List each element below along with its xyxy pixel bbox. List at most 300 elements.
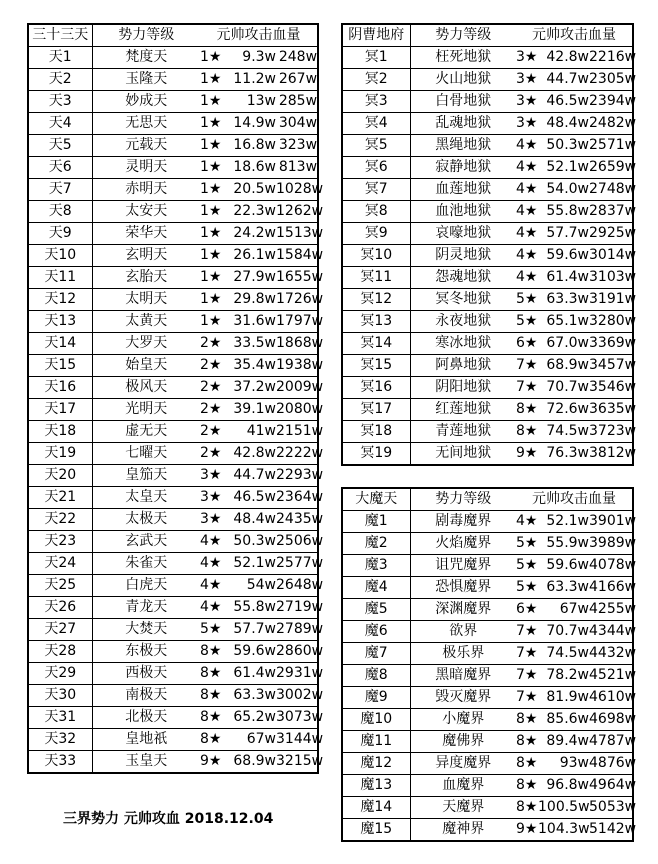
attack-cell: 20.5w <box>224 179 276 201</box>
hp-cell: 2305w <box>589 69 633 91</box>
tier-id-cell: 冥19 <box>342 443 410 466</box>
hp-cell: 304w <box>276 113 318 135</box>
realm-name-cell: 大罗天 <box>92 333 200 355</box>
star-level-cell: 4★ <box>516 157 538 179</box>
heaven-table <box>27 23 324 774</box>
attack-cell: 55.9w <box>538 533 589 555</box>
table-row <box>28 443 318 465</box>
tier-id-cell: 天12 <box>28 289 92 311</box>
hp-cell: 2009w <box>276 377 318 399</box>
star-level-cell: 4★ <box>516 267 538 289</box>
attack-cell: 52.1w <box>538 157 589 179</box>
star-level-cell: 8★ <box>516 709 538 731</box>
tier-id-cell: 天6 <box>28 157 92 179</box>
star-level-cell: 3★ <box>516 47 538 69</box>
tier-id-cell: 魔6 <box>342 621 410 643</box>
table-row <box>28 69 318 91</box>
realm-name-cell: 大焚天 <box>92 619 200 641</box>
attack-cell: 46.5w <box>224 487 276 509</box>
attack-cell: 76.3w <box>538 443 589 466</box>
table-row <box>28 531 318 553</box>
realm-name-cell: 血莲地狱 <box>410 179 516 201</box>
hp-cell: 5053w <box>589 797 633 819</box>
star-level-cell: 8★ <box>200 663 224 685</box>
table-row <box>342 311 633 333</box>
table-row <box>28 553 318 575</box>
tier-id-cell: 冥13 <box>342 311 410 333</box>
hp-cell: 3723w <box>589 421 633 443</box>
hp-cell: 3457w <box>589 355 633 377</box>
realm-name-cell: 南极天 <box>92 685 200 707</box>
table-row <box>28 465 318 487</box>
hp-cell: 267w <box>276 69 318 91</box>
sheet-caption: 三界势力 元帅攻血 2018.12.04 <box>63 811 274 827</box>
attack-cell: 59.6w <box>538 555 589 577</box>
table-row <box>342 599 633 621</box>
attack-cell: 63.3w <box>538 289 589 311</box>
underworld-table <box>341 23 637 466</box>
realm-name-cell: 白虎天 <box>92 575 200 597</box>
attack-cell: 54w <box>224 575 276 597</box>
hp-cell: 4787w <box>589 731 633 753</box>
tier-id-cell: 冥12 <box>342 289 410 311</box>
hp-cell: 2364w <box>276 487 318 509</box>
tier-id-cell: 冥14 <box>342 333 410 355</box>
hp-cell: 1262w <box>276 201 318 223</box>
tier-id-cell: 天23 <box>28 531 92 553</box>
star-level-cell: 4★ <box>516 511 538 533</box>
hp-cell: 3812w <box>589 443 633 466</box>
column-header-realm-level: 势力等级 <box>435 27 492 43</box>
realm-name-cell: 极乐界 <box>410 643 516 665</box>
realm-name-cell: 永夜地狱 <box>410 311 516 333</box>
tier-id-cell: 天2 <box>28 69 92 91</box>
star-level-cell: 8★ <box>516 731 538 753</box>
hp-cell: 1028w <box>276 179 318 201</box>
star-level-cell: 5★ <box>516 311 538 333</box>
attack-cell: 55.8w <box>538 201 589 223</box>
tier-id-cell: 天29 <box>28 663 92 685</box>
attack-cell: 63.3w <box>538 577 589 599</box>
hp-cell: 2748w <box>589 179 633 201</box>
star-level-cell: 2★ <box>200 399 224 421</box>
realm-name-cell: 黑绳地狱 <box>410 135 516 157</box>
realm-name-cell: 阿鼻地狱 <box>410 355 516 377</box>
hp-cell: 4166w <box>589 577 633 599</box>
table-row <box>342 709 633 731</box>
hp-cell: 1797w <box>276 311 318 333</box>
star-level-cell: 4★ <box>200 531 224 553</box>
realm-name-cell: 剧毒魔界 <box>410 511 516 533</box>
table-row <box>342 511 633 533</box>
table-row <box>342 91 633 113</box>
tier-id-cell: 冥5 <box>342 135 410 157</box>
table-row <box>28 575 318 597</box>
table-row <box>28 421 318 443</box>
table-row <box>342 819 633 842</box>
attack-cell: 50.3w <box>538 135 589 157</box>
hp-cell: 5142w <box>589 819 633 842</box>
star-level-cell: 1★ <box>200 245 224 267</box>
realm-name-cell: 太黄天 <box>92 311 200 333</box>
hp-cell: 3369w <box>589 333 633 355</box>
hp-cell: 2216w <box>589 47 633 69</box>
table-row <box>28 355 318 377</box>
realm-name-cell: 乱魂地狱 <box>410 113 516 135</box>
tier-id-cell: 天10 <box>28 245 92 267</box>
realm-name-cell: 火山地狱 <box>410 69 516 91</box>
star-level-cell: 5★ <box>200 619 224 641</box>
star-level-cell: 2★ <box>200 421 224 443</box>
attack-cell: 39.1w <box>224 399 276 421</box>
column-header-marshal-stats: 元帅攻击血量 <box>532 27 616 43</box>
attack-cell: 9.3w <box>224 47 276 69</box>
star-level-cell: 8★ <box>200 641 224 663</box>
attack-cell: 35.4w <box>224 355 276 377</box>
header-row <box>342 488 633 511</box>
attack-cell: 61.4w <box>538 267 589 289</box>
realm-name-cell: 恐惧魔界 <box>410 577 516 599</box>
table-row <box>342 113 633 135</box>
attack-cell: 96.8w <box>538 775 589 797</box>
attack-cell: 81.9w <box>538 687 589 709</box>
hp-cell: 2293w <box>276 465 318 487</box>
attack-cell: 89.4w <box>538 731 589 753</box>
header-row <box>28 24 318 47</box>
hp-cell: 1868w <box>276 333 318 355</box>
tier-id-cell: 天14 <box>28 333 92 355</box>
table-row <box>342 399 633 421</box>
tier-id-cell: 魔1 <box>342 511 410 533</box>
hp-cell: 323w <box>276 135 318 157</box>
tier-id-cell: 魔11 <box>342 731 410 753</box>
realm-name-cell: 妙成天 <box>92 91 200 113</box>
table-row <box>28 201 318 223</box>
star-level-cell: 4★ <box>516 201 538 223</box>
star-level-cell: 4★ <box>516 179 538 201</box>
table-row <box>28 729 318 751</box>
realm-name-cell: 无间地狱 <box>410 443 516 466</box>
tier-id-cell: 魔8 <box>342 665 410 687</box>
attack-cell: 67w <box>538 599 589 621</box>
tier-id-cell: 天26 <box>28 597 92 619</box>
star-level-cell: 1★ <box>200 157 224 179</box>
attack-cell: 55.8w <box>224 597 276 619</box>
hp-cell: 4876w <box>589 753 633 775</box>
table-title: 阴曹地府 <box>342 24 410 47</box>
attack-cell: 16.8w <box>224 135 276 157</box>
star-level-cell: 9★ <box>200 751 224 774</box>
realm-name-cell: 太极天 <box>92 509 200 531</box>
hp-cell: 2571w <box>589 135 633 157</box>
attack-cell: 59.6w <box>538 245 589 267</box>
realm-name-cell: 灵明天 <box>92 157 200 179</box>
table-row <box>28 113 318 135</box>
tier-id-cell: 天13 <box>28 311 92 333</box>
star-level-cell: 6★ <box>516 333 538 355</box>
tier-id-cell: 魔12 <box>342 753 410 775</box>
table-row <box>28 641 318 663</box>
table-row <box>342 333 633 355</box>
header-row <box>342 24 633 47</box>
attack-cell: 27.9w <box>224 267 276 289</box>
star-level-cell: 5★ <box>516 555 538 577</box>
star-level-cell: 1★ <box>200 135 224 157</box>
tier-id-cell: 冥18 <box>342 421 410 443</box>
table-row <box>28 289 318 311</box>
realm-name-cell: 元载天 <box>92 135 200 157</box>
realm-name-cell: 玉皇天 <box>92 751 200 774</box>
attack-cell: 67.0w <box>538 333 589 355</box>
table-row <box>28 157 318 179</box>
hp-cell: 2394w <box>589 91 633 113</box>
realm-name-cell: 怨魂地狱 <box>410 267 516 289</box>
column-header-marshal-stats: 元帅攻击血量 <box>532 491 616 507</box>
star-level-cell: 7★ <box>516 355 538 377</box>
table-row <box>342 179 633 201</box>
realm-name-cell: 无思天 <box>92 113 200 135</box>
attack-cell: 72.6w <box>538 399 589 421</box>
hp-cell: 3073w <box>276 707 318 729</box>
tier-id-cell: 天4 <box>28 113 92 135</box>
realm-name-cell: 虚无天 <box>92 421 200 443</box>
star-level-cell: 1★ <box>200 223 224 245</box>
star-level-cell: 4★ <box>200 575 224 597</box>
attack-cell: 11.2w <box>224 69 276 91</box>
attack-cell: 74.5w <box>538 421 589 443</box>
table-row <box>28 619 318 641</box>
table-row <box>342 355 633 377</box>
tier-id-cell: 冥6 <box>342 157 410 179</box>
realm-name-cell: 白骨地狱 <box>410 91 516 113</box>
hp-cell: 3002w <box>276 685 318 707</box>
column-header-realm-level: 势力等级 <box>435 491 492 507</box>
tier-id-cell: 天19 <box>28 443 92 465</box>
table-row <box>342 731 633 753</box>
realm-name-cell: 寂静地狱 <box>410 157 516 179</box>
hp-cell: 3989w <box>589 533 633 555</box>
table-row <box>28 245 318 267</box>
tier-id-cell: 天16 <box>28 377 92 399</box>
tier-id-cell: 天17 <box>28 399 92 421</box>
attack-cell: 67w <box>224 729 276 751</box>
table-row <box>342 533 633 555</box>
table-row <box>28 509 318 531</box>
table-row <box>342 201 633 223</box>
realm-name-cell: 光明天 <box>92 399 200 421</box>
table-row <box>28 377 318 399</box>
hp-cell: 3215w <box>276 751 318 774</box>
tier-id-cell: 魔7 <box>342 643 410 665</box>
star-level-cell: 1★ <box>200 91 224 113</box>
tier-id-cell: 天27 <box>28 619 92 641</box>
table-row <box>342 289 633 311</box>
attack-cell: 100.5w <box>538 797 589 819</box>
realm-name-cell: 寒冰地狱 <box>410 333 516 355</box>
hp-cell: 2151w <box>276 421 318 443</box>
table-row <box>342 47 633 69</box>
table-row <box>342 775 633 797</box>
star-level-cell: 2★ <box>200 355 224 377</box>
table-row <box>342 267 633 289</box>
hp-cell: 4344w <box>589 621 633 643</box>
star-level-cell: 4★ <box>200 553 224 575</box>
realm-name-cell: 欲界 <box>410 621 516 643</box>
attack-cell: 63.3w <box>224 685 276 707</box>
attack-cell: 61.4w <box>224 663 276 685</box>
table-row <box>342 621 633 643</box>
realm-name-cell: 青龙天 <box>92 597 200 619</box>
table-row <box>28 685 318 707</box>
tier-id-cell: 天9 <box>28 223 92 245</box>
hp-cell: 3103w <box>589 267 633 289</box>
table-row <box>28 487 318 509</box>
hp-cell: 1655w <box>276 267 318 289</box>
tier-id-cell: 魔4 <box>342 577 410 599</box>
tier-id-cell: 冥15 <box>342 355 410 377</box>
star-level-cell: 1★ <box>200 113 224 135</box>
attack-cell: 74.5w <box>538 643 589 665</box>
realm-name-cell: 七曜天 <box>92 443 200 465</box>
attack-cell: 48.4w <box>224 509 276 531</box>
attack-cell: 57.7w <box>224 619 276 641</box>
attack-cell: 42.8w <box>538 47 589 69</box>
realm-name-cell: 荣华天 <box>92 223 200 245</box>
hp-cell: 248w <box>276 47 318 69</box>
table-row <box>342 421 633 443</box>
table-row <box>342 69 633 91</box>
realm-name-cell: 太明天 <box>92 289 200 311</box>
star-level-cell: 4★ <box>516 245 538 267</box>
realm-name-cell: 太皇天 <box>92 487 200 509</box>
table-row <box>342 643 633 665</box>
tier-id-cell: 天18 <box>28 421 92 443</box>
attack-cell: 14.9w <box>224 113 276 135</box>
tier-id-cell: 魔9 <box>342 687 410 709</box>
table-row <box>28 399 318 421</box>
star-level-cell: 1★ <box>200 47 224 69</box>
table-row <box>28 223 318 245</box>
hp-cell: 3280w <box>589 311 633 333</box>
attack-cell: 48.4w <box>538 113 589 135</box>
tier-id-cell: 天11 <box>28 267 92 289</box>
hp-cell: 2435w <box>276 509 318 531</box>
realm-name-cell: 天魔界 <box>410 797 516 819</box>
tier-id-cell: 冥1 <box>342 47 410 69</box>
hp-cell: 2789w <box>276 619 318 641</box>
realm-name-cell: 皇笳天 <box>92 465 200 487</box>
table-row <box>342 665 633 687</box>
realm-name-cell: 阴灵地狱 <box>410 245 516 267</box>
attack-cell: 59.6w <box>224 641 276 663</box>
table-title: 三十三天 <box>28 24 92 47</box>
hp-cell: 1513w <box>276 223 318 245</box>
table-row <box>28 707 318 729</box>
realm-name-cell: 皇地祇 <box>92 729 200 751</box>
tier-id-cell: 天24 <box>28 553 92 575</box>
hp-cell: 3014w <box>589 245 633 267</box>
tier-id-cell: 冥11 <box>342 267 410 289</box>
tier-id-cell: 冥7 <box>342 179 410 201</box>
hp-cell: 4432w <box>589 643 633 665</box>
star-level-cell: 2★ <box>200 333 224 355</box>
attack-cell: 31.6w <box>224 311 276 333</box>
tier-id-cell: 魔3 <box>342 555 410 577</box>
attack-cell: 24.2w <box>224 223 276 245</box>
hp-cell: 4255w <box>589 599 633 621</box>
column-header-marshal-stats: 元帅攻击血量 <box>216 27 301 43</box>
hp-cell: 3144w <box>276 729 318 751</box>
realm-name-cell: 西极天 <box>92 663 200 685</box>
hp-cell: 2860w <box>276 641 318 663</box>
attack-cell: 93w <box>538 753 589 775</box>
tier-id-cell: 天21 <box>28 487 92 509</box>
realm-name-cell: 梵度天 <box>92 47 200 69</box>
realm-name-cell: 诅咒魔界 <box>410 555 516 577</box>
star-level-cell: 3★ <box>200 509 224 531</box>
attack-cell: 29.8w <box>224 289 276 311</box>
star-level-cell: 8★ <box>516 399 538 421</box>
hp-cell: 2482w <box>589 113 633 135</box>
star-level-cell: 3★ <box>516 69 538 91</box>
hp-cell: 3191w <box>589 289 633 311</box>
hp-cell: 3635w <box>589 399 633 421</box>
star-level-cell: 1★ <box>200 69 224 91</box>
star-level-cell: 8★ <box>516 421 538 443</box>
star-level-cell: 1★ <box>200 267 224 289</box>
attack-cell: 37.2w <box>224 377 276 399</box>
hp-cell: 2837w <box>589 201 633 223</box>
star-level-cell: 6★ <box>516 599 538 621</box>
star-level-cell: 7★ <box>516 377 538 399</box>
realm-name-cell: 火焰魔界 <box>410 533 516 555</box>
hp-cell: 1726w <box>276 289 318 311</box>
table-row <box>342 223 633 245</box>
table-title: 大魔天 <box>342 488 410 511</box>
table-row <box>342 687 633 709</box>
tier-id-cell: 天1 <box>28 47 92 69</box>
star-level-cell: 8★ <box>516 775 538 797</box>
realm-name-cell: 毁灭魔界 <box>410 687 516 709</box>
hp-cell: 4610w <box>589 687 633 709</box>
tier-id-cell: 冥9 <box>342 223 410 245</box>
table-row <box>342 753 633 775</box>
table-row <box>28 47 318 69</box>
attack-cell: 33.5w <box>224 333 276 355</box>
hp-cell: 4698w <box>589 709 633 731</box>
hp-cell: 2222w <box>276 443 318 465</box>
table-row <box>28 91 318 113</box>
star-level-cell: 1★ <box>200 289 224 311</box>
hp-cell: 4078w <box>589 555 633 577</box>
hp-cell: 2506w <box>276 531 318 553</box>
hp-cell: 2648w <box>276 575 318 597</box>
realm-name-cell: 极风天 <box>92 377 200 399</box>
hp-cell: 813w <box>276 157 318 179</box>
tier-id-cell: 冥8 <box>342 201 410 223</box>
hp-cell: 2719w <box>276 597 318 619</box>
realm-name-cell: 玄胎天 <box>92 267 200 289</box>
attack-cell: 65.2w <box>224 707 276 729</box>
demon-realm-table <box>341 487 637 842</box>
table-row <box>342 377 633 399</box>
realm-name-cell: 玄明天 <box>92 245 200 267</box>
attack-cell: 52.1w <box>538 511 589 533</box>
star-level-cell: 3★ <box>516 91 538 113</box>
realm-name-cell: 太安天 <box>92 201 200 223</box>
star-level-cell: 5★ <box>516 289 538 311</box>
hp-cell: 3546w <box>589 377 633 399</box>
